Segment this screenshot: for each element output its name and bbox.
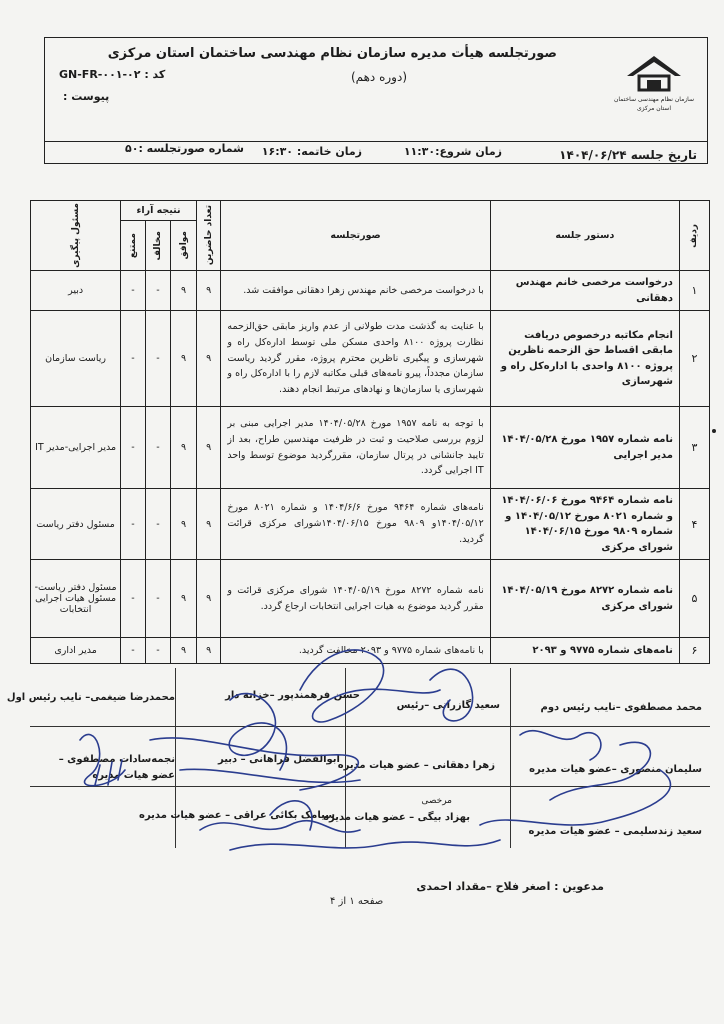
header-box [44, 37, 708, 164]
signature-zandsalimi: سعید زندسلیمی – عضو هیات مدیره [528, 826, 702, 837]
signature-row-divider [30, 786, 710, 787]
signature-col-divider [175, 668, 176, 848]
signature-farahani: ابوالفضل فراهانی – دبیر [217, 754, 340, 765]
document-title: صورتجلسه هیأت مدیره سازمان نظام مهندسی ساختمان استان مرکزی [107, 46, 557, 61]
table-row: ۵ نامه شماره ۸۲۷۲ مورخ ۱۴۰۴/۰۵/۱۹ شورای مرکزی نامه شماره ۸۲۷۲ مورخ ۱۴۰۴/۰۵/۱۹ شورای مرکزی قرائت و مقرر گردید موضوع به هیات اجرایی انتخابات ارجاع گردد. ۹ ۹ - - مسئول دفتر ریاست- مسئول هیات اجرایی انتخابات [31, 560, 710, 638]
document-subtitle: (دوره دهم) [350, 70, 407, 84]
signature-col-divider [510, 668, 511, 848]
svg-text:استان مرکزی: استان مرکزی [636, 105, 672, 112]
start-time: زمان شروع:۱۱:۳۰ [403, 145, 502, 158]
header-disagree: مخالف [145, 221, 171, 271]
header-abstain: ممتنع [121, 221, 146, 271]
signature-bakaei: سیامک بکائی عراقی – عضو هیات مدیره [139, 810, 335, 821]
table-row: ۱ درخواست مرخصی خانم مهندس دهقانی با درخواست مرخصی خانم مهندس زهرا دهقانی موافقت شد. ۹ ۹ - - دبیر [31, 271, 710, 311]
meeting-date: تاریخ جلسه ۱۴۰۴/۰۶/۲۴ [559, 148, 697, 162]
signature-dehghani: زهرا دهقانی – عضو هیات مدیره [337, 760, 495, 771]
organization-logo-icon [609, 46, 699, 116]
signature-mansouri: سلیمان منصوری –عضو هیات مدیره [529, 764, 702, 775]
form-code: GN-FR-۰۰۱-۰۲ : کد [59, 68, 166, 81]
signature-beygi: بهزاد بیگی – عضو هیات مدیره [323, 812, 470, 823]
svg-text:سازمان نظام مهندسی ساختمان: سازمان نظام مهندسی ساختمان [613, 96, 695, 103]
signature-zeyghami: محمدرضا ضیغمی– نایب رئیس اول [6, 692, 175, 703]
signature-gazrani: سعید گازرانی –رئیس [396, 700, 500, 711]
table-row: ۲ انجام مکاتبه درخصوص دریافت مابقی اقساط حق الزحمه ناظرین پروژه ۸۱۰۰ واحدی با اداره‌کل راه و شهرسازی با عنایت به گذشت مدت طولانی از عدم واریز مابقی حق‌الزحمه نظارت پروژه ۸۱۰۰ واحدی مسکن ملی توسط اداره‌کل راه و شهرسازی و پیگیری ناظرین محترم پروژه، مقرر گردید ریاست سازمان مجدداً، پیرو نامه‌های قبلی مکاتبه لازم را با اداره‌کل راه و شهرسازی یا سازمان‌ها و نهادهای مرتبط انجام دهند. ۹ ۹ - - ریاست سازمان [31, 311, 710, 407]
header-row-number: ردیف [679, 201, 709, 271]
page-number: صفحه ۱ از ۴ [330, 896, 384, 907]
header-minutes: صورتجلسه [221, 201, 490, 271]
signature-mostafavi-m: محمد مصطفوی –نایب رئیس دوم [540, 702, 702, 713]
leave-note: مرخصی [421, 796, 452, 806]
signature-mostafavi-n: نجمه‌سادات مصطفوی – عضو هیات مدیره [58, 754, 175, 781]
agenda-table [30, 200, 710, 664]
invitees: مدعوین : اصغر فلاح –مقداد احمدی [416, 880, 604, 893]
table-row: ۳ نامه شماره ۱۹۵۷ مورخ ۱۴۰۴/۰۵/۲۸ مدیر اجرایی با توجه به نامه ۱۹۵۷ مورخ ۱۴۰۴/۰۵/۲۸ مدیر اجرایی مبنی بر لزوم بررسی صلاحیت و ثبت در ظرفیت مهندسین طراح، بعد از تایید جانشانی در پرتال سازمان، مقررگردید موضوع توسط واحد IT اجرایی گردد. ۹ ۹ - - مدیر اجرایی-مدیر IT [31, 407, 710, 489]
header-agree: موافق [171, 221, 197, 271]
header-topic: دستور جلسه [490, 201, 679, 271]
signature-row-divider [30, 726, 710, 727]
table-row: ۴ نامه شماره ۹۴۶۴ مورخ ۱۴۰۴/۰۶/۰۶ و شماره ۸۰۲۱ مورخ ۱۴۰۴/۰۵/۱۲ و شماره ۹۸۰۹ مورخ ۱۴۰۴/۰۶/۱۵ شورای مرکزی نامه‌های شماره ۹۴۶۴ مورخ ۱۴۰۴/۶/۶ و شماره ۸۰۲۱ مورخ ۱۴۰۴/۰۵/۱۲و ۹۸۰۹ مورخ ۱۴۰۴/۰۶/۱۵شورای مرکزی قرائت گردید. ۹ ۹ - - مسئول دفتر ریاست [31, 489, 710, 560]
signature-block [6, 668, 710, 848]
attachment-label: پیوست : [63, 90, 110, 103]
header-attendees: تعداد حاضرین [196, 201, 220, 271]
header-vote-result: نتیجه آراء [121, 201, 197, 221]
minutes-number: شماره صورتجلسه :۵۰ [125, 142, 244, 155]
end-time: زمان خاتمه: ۱۶:۳۰ [261, 145, 362, 158]
header-responsible: مسئول پیگیری [31, 201, 121, 271]
signature-farahmandpour: حسن فرهمندپور –خزانه دار [225, 690, 360, 701]
margin-mark [712, 429, 716, 433]
table-row: ۶ نامه‌های شماره ۹۷۷۵ و ۲۰۹۳ با نامه‌های شماره ۹۷۷۵ و ۲۰۹۳ مخالفت گردید. ۹ ۹ - - مدیر اداری [31, 638, 710, 664]
